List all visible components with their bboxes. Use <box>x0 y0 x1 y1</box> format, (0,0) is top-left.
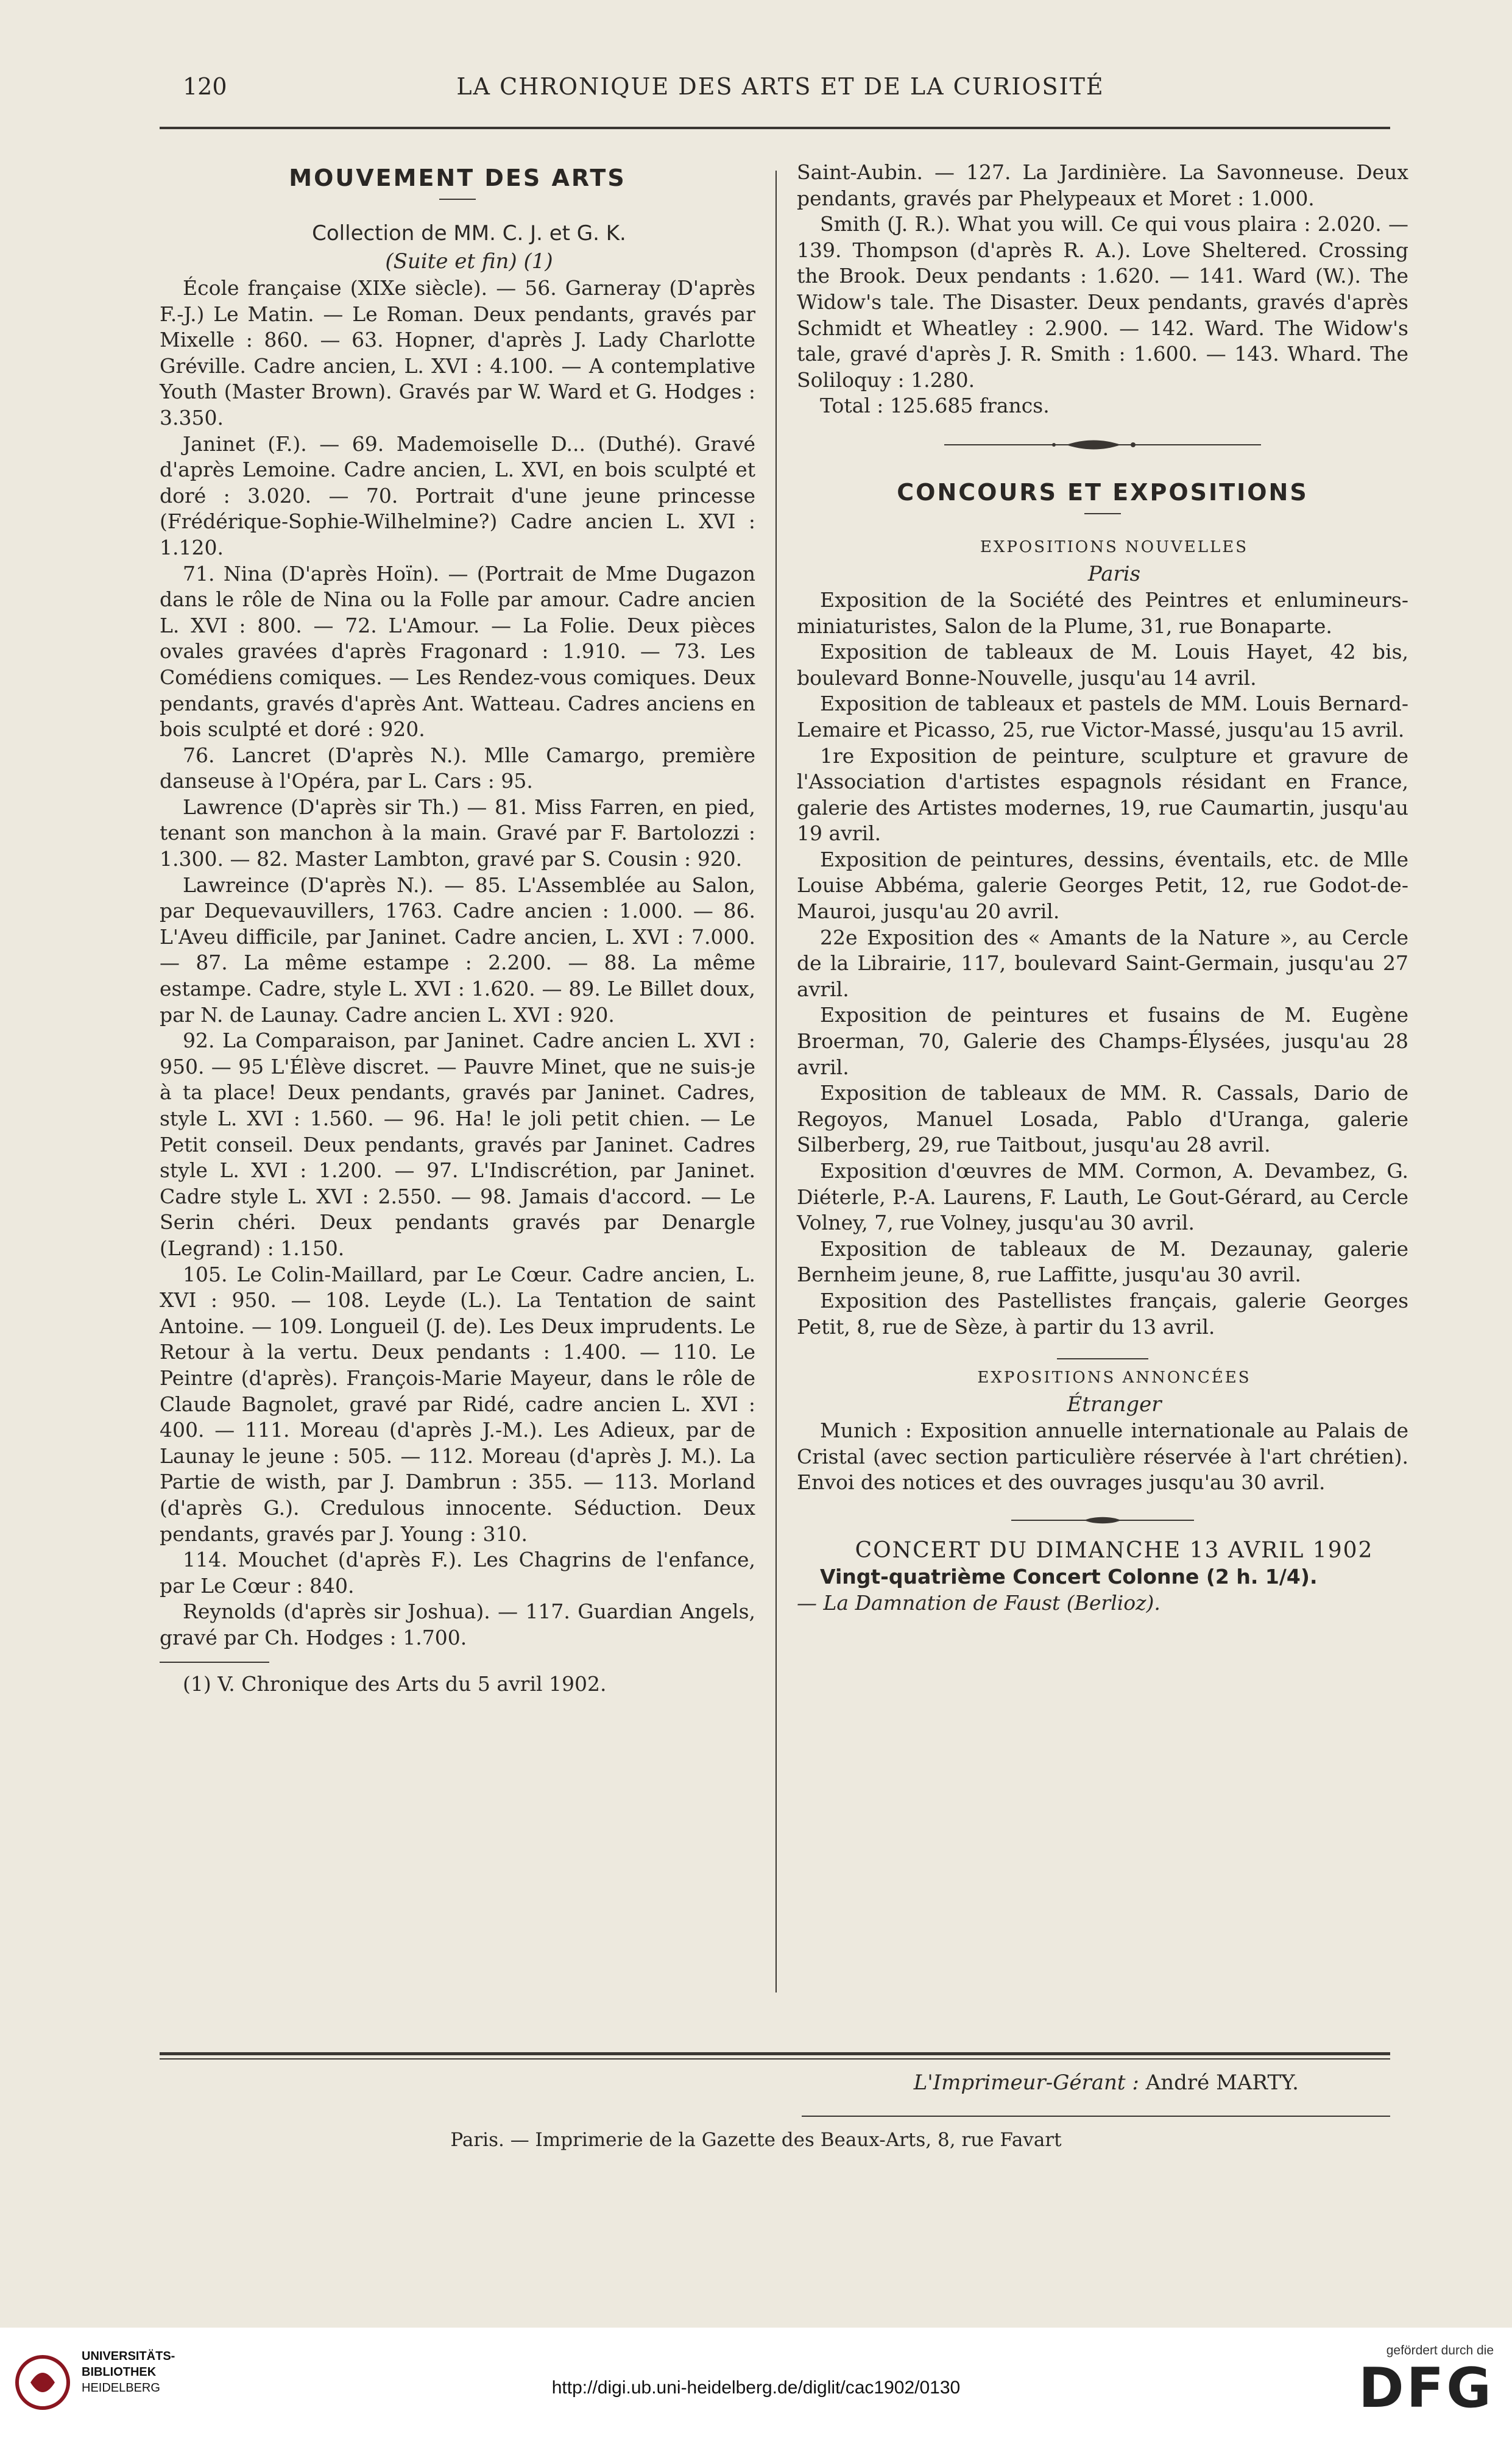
exposition-item: Exposition de tableaux de M. Louis Hayet, 42 bis, boulevard Bonne-Nouvelle, jusqu'au 14 avril. <box>797 640 1408 690</box>
header-rule <box>160 127 1390 129</box>
exposition-item: Exposition de tableaux de MM. R. Cassals, Dario de Regoyos, Manuel Losada, Pablo d'Uranga, galerie Silberberg, 29, rue Taitbout, jusqu'au 28 avril. <box>797 1081 1408 1157</box>
article-paragraph: Janinet (F.). — 69. Mademoiselle D... (Duthé). Gravé d'après Lemoine. Cadre ancien, L. XVI, en bois sculpté et doré : 3.020. — 70. Portrait d'une jeune princesse (Frédérique-Sophie-Wilhelmine?) Cadre ancien L. XVI : 1.120. <box>160 431 755 559</box>
digitization-footer <box>0 2328 1512 2444</box>
concert-line: — La Damnation de Faust (Berlioz). <box>797 1590 1160 1615</box>
permalink[interactable]: http://digi.ub.uni-heidelberg.de/diglit/cac1902/0130 <box>551 2378 961 2398</box>
article-paragraph: 114. Mouchet (d'après F.). Les Chagrins de l'enfance, par Le Cœur : 840. <box>160 1548 755 1598</box>
section-heading-concours: CONCOURS ET EXPOSITIONS <box>897 478 1309 506</box>
exposition-item: Exposition de peintures, dessins, éventails, etc. de Mlle Louise Abbéma, galerie Georges Petit, 12, rue Godot-de-Mauroi, jusqu'au 20 avril. <box>797 847 1408 924</box>
printer-line: Paris. — Imprimerie de la Gazette des Beaux-Arts, 8, rue Favart <box>450 2129 1062 2151</box>
subsection-nouvelles: EXPOSITIONS NOUVELLES <box>980 537 1249 556</box>
bottom-rule-thick <box>160 2052 1390 2055</box>
collection-title: Collection de MM. C. J. et G. K. <box>312 221 626 246</box>
heading-rule <box>1084 513 1121 514</box>
imprimeur-line <box>914 2070 1299 2095</box>
library-line: HEIDELBERG <box>82 2381 160 2395</box>
article-paragraph: 71. Nina (D'après Hoïn). — (Portrait de Mme Dugazon dans le rôle de Nina ou la Folle par amour. Cadre ancien L. XVI : 800. — 72. L'Amour. — La Folie. Deux pièces ovales gravées d'après Fragonard : 1.910. — 73. Les Comédiens comiques. — Les Rendez-vous comiques. Deux pendants, gravés d'après Ant. Watteau. Cadres anciens en bois sculpté et doré : 920. <box>160 561 755 742</box>
imprimeur-label: L'Imprimeur-Gérant : <box>913 2070 1139 2095</box>
exposition-item: Exposition d'œuvres de MM. Cormon, A. Devambez, G. Diéterle, P.-A. Laurens, F. Lauth, Le Gout-Gérard, au Cercle Volney, 7, rue Volney, jusqu'au 30 avril. <box>797 1159 1408 1235</box>
total-line: Total : 125.685 francs. <box>820 394 1050 418</box>
left-column <box>160 160 755 1698</box>
article-paragraph: Lawreince (D'après N.). — 85. L'Assemblée au Salon, par Dequevauvillers, 1763. Cadre ancien : 1.000. — 86. L'Aveu difficile, par Janinet. Cadre ancien, L. XVI : 7.000. — 87. La même estampe : 2.200. — 88. La même estampe. Cadre, style L. XVI : 1.620. — 89. Le Billet doux, par N. de Launay. Cadre ancien L. XVI : 920. <box>160 873 755 1027</box>
section-heading-mouvement: MOUVEMENT DES ARTS <box>289 165 626 191</box>
article-paragraph: 76. Lancret (D'après N.). Mlle Camargo, première danseuse à l'Opéra, par L. Cars : 95. <box>160 743 755 793</box>
library-line: UNIVERSITÄTS- <box>82 2350 175 2363</box>
footnote: (1) V. Chronique des Arts du 5 avril 1902. <box>183 1672 607 1696</box>
bottom-rule-thin <box>160 2058 1390 2060</box>
running-header <box>164 73 1396 116</box>
subsection-annoncees: EXPOSITIONS ANNONCÉES <box>977 1369 1251 1387</box>
article-paragraph: 105. Le Colin-Maillard, par Le Cœur. Cadre ancien, L. XVI : 950. — 108. Leyde (L.). La Tentation de saint Antoine. — 109. Longueil (J. de). Les Deux imprudents. Le Retour à la vertu. Deux pendants : 1.400. — 110. Le Peintre (d'après). François-Marie Mayeur, dans le rôle de Claude Bagnolet, gravé par Ridé, cadre ancien L. XVI : 400. — 111. Moreau (d'après J.-M.). Les Adieux, par de Launay le jeune : 505. — 112. Moreau (d'après J. M.). La Partie de wisth, par J. Dambrun : 355. — 113. Morland (d'après G.). Credulous innocente. Séduction. Deux pendants, gravés par J. Young : 310. <box>160 1262 755 1546</box>
imprimeur-name: André MARTY. <box>1145 2070 1299 2095</box>
page-number: 120 <box>183 73 227 100</box>
city-etranger: Étranger <box>1067 1392 1162 1417</box>
funded-by-label: gefördert durch die <box>1386 2343 1494 2357</box>
article-paragraph: Smith (J. R.). What you will. Ce qui vous plaira : 2.020. — 139. Thompson (d'après R. A.). Love Sheltered. Crossing the Brook. Deux pendants : 1.620. — 141. Ward (W.). The Widow's tale. The Disaster. Deux pendants, gravés d'après Schmidt et Wheatley : 2.900. — 142. Ward. The Widow's tale, gravé d'après J. R. Smith : 1.600. — 143. Whard. The Soliloquy : 1.280. <box>797 212 1408 392</box>
city-paris: Paris <box>1087 561 1141 586</box>
ornament-divider <box>944 437 1261 452</box>
exposition-item: Exposition de peintures et fusains de M. Eugène Broerman, 70, Galerie des Champs-Élysées, jusqu'au 28 avril. <box>797 1003 1408 1079</box>
library-line: BIBLIOTHEK <box>82 2365 157 2379</box>
exposition-item: Exposition des Pastellistes français, galerie Georges Petit, 8, rue de Sèze, à partir du 13 avril. <box>797 1288 1408 1339</box>
exposition-item: Exposition de la Société des Peintres et enlumineurs-miniaturistes, Salon de la Plume, 31, rue Bonaparte. <box>797 587 1408 638</box>
right-column <box>797 160 1408 1616</box>
dfg-block <box>1335 2342 1494 2418</box>
article-paragraph: Saint-Aubin. — 127. La Jardinière. La Savonneuse. Deux pendants, gravés par Phelypeaux et Moret : 1.000. <box>797 160 1408 210</box>
column-divider <box>775 171 777 1992</box>
article-paragraph: École française (XIXe siècle). — 56. Garneray (D'après F.-J.) Le Matin. — Le Roman. Deux pendants, gravés par Mixelle : 860. — 63. Hopner, d'après J. Lady Charlotte Gréville. Cadre ancien, L. XVI : 4.100. — A contemplative Youth (Master Brown). Gravés par W. Ward et G. Hodges : 3.350. <box>160 276 755 430</box>
article-paragraph: Reynolds (d'après sir Joshua). — 117. Guardian Angels, gravé par Ch. Hodges : 1.700. <box>160 1599 755 1649</box>
heading-rule <box>439 199 476 200</box>
collection-subtitle: (Suite et fin) (1) <box>385 249 553 274</box>
concert-line: Vingt-quatrième Concert Colonne (2 h. 1/4). <box>820 1564 1318 1589</box>
imprimeur-rule <box>802 2116 1390 2117</box>
dfg-logo: DFG <box>1358 2356 1494 2420</box>
exposition-item: 22e Exposition des « Amants de la Nature », au Cercle de la Librairie, 117, boulevard Saint-Germain, jusqu'au 27 avril. <box>797 925 1408 1001</box>
footnote-rule <box>160 1662 269 1663</box>
article-paragraph: 92. La Comparaison, par Janinet. Cadre ancien L. XVI : 950. — 95 L'Élève discret. — Pauvre Minet, que ne suis-je à ta place! Deux pendants, gravés par Janinet. Cadres, style L. XVI : 1.560. — 96. Ha! le joli petit chien. — Le Petit conseil. Deux pendants, gravés par Janinet. Cadres style L. XVI : 1.200. — 97. L'Indiscrétion, par Janinet. Cadre style L. XVI : 2.550. — 98. Jamais d'accord. — Le Serin chéri. Deux pendants gravés par Denargle (Legrand) : 1.150. <box>160 1029 755 1260</box>
exposition-item: 1re Exposition de peinture, sculpture et gravure de l'Association d'artistes espagnols résidant en France, galerie des Artistes modernes, 19, rue Caumartin, jusqu'au 19 avril. <box>797 743 1408 846</box>
exposition-item: Exposition de tableaux de M. Dezaunay, galerie Bernheim jeune, 8, rue Laffitte, jusqu'au 30 avril. <box>797 1236 1408 1287</box>
exposition-item: Exposition de tableaux et pastels de MM. Louis Bernard-Lemaire et Picasso, 25, rue Victor-Massé, jusqu'au 15 avril. <box>797 692 1408 742</box>
concert-title: CONCERT DU DIMANCHE 13 AVRIL 1902 <box>855 1537 1374 1563</box>
munich-item: Munich : Exposition annuelle internationale au Palais de Cristal (avec section particulière réservée à l'art chrétien). Envoi des notices et des ouvrages jusqu'au 30 avril. <box>797 1419 1408 1495</box>
subsection-rule <box>1057 1358 1148 1359</box>
running-title: LA CHRONIQUE DES ARTS ET DE LA CURIOSITÉ <box>456 73 1104 100</box>
ornament-divider-small <box>1011 1514 1194 1526</box>
article-paragraph: Lawrence (D'après sir Th.) — 81. Miss Farren, en pied, tenant son manchon à la main. Gravé par F. Bartolozzi : 1.300. — 82. Master Lambton, gravé par S. Cousin : 920. <box>160 795 755 871</box>
